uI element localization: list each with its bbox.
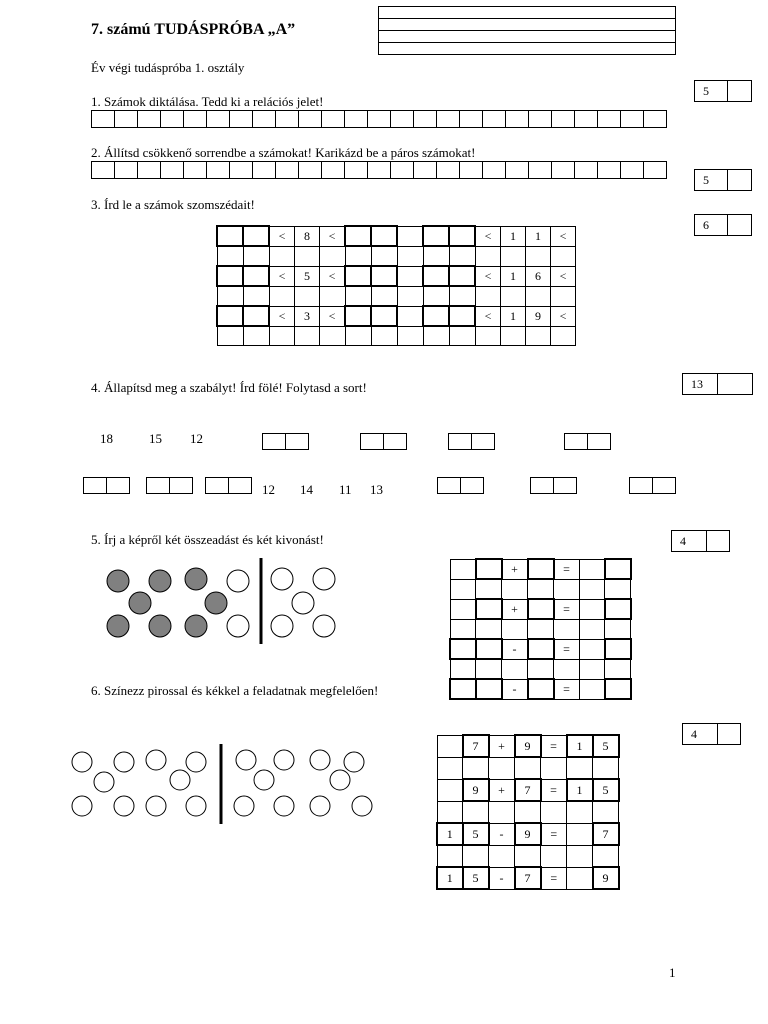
- page-title: 7. számú TUDÁSPRÓBA „A”: [91, 21, 296, 38]
- grid-cell: [437, 757, 463, 779]
- task-6-text: 6. Színezz pirossal és kékkel a feladatnak megfelelően!: [91, 683, 379, 698]
- grid-cell: [567, 757, 593, 779]
- seq2-num: 14: [300, 482, 313, 497]
- grid-symbol: <: [551, 226, 576, 246]
- grid-cell: [593, 801, 619, 823]
- seq1-num: 18: [100, 431, 113, 446]
- page-number: 1: [669, 965, 676, 980]
- empty-circle: [227, 570, 249, 592]
- task-2-text: 2. Állítsd csökkenő sorrendbe a számokat! Karikázd be a páros számokat!: [91, 145, 476, 160]
- equation-symbol: 1: [567, 735, 593, 757]
- grid-cell[interactable]: [528, 639, 554, 659]
- equation-symbol: 1: [567, 779, 593, 801]
- seq2-num: 12: [262, 482, 275, 497]
- filled-circle: [129, 592, 151, 614]
- grid-symbol: 1: [526, 226, 551, 246]
- grid-symbol: 1: [501, 306, 526, 326]
- filled-circle: [149, 570, 171, 592]
- grid-symbol: <: [551, 266, 576, 286]
- score-value: 6: [694, 214, 728, 236]
- grid-cell[interactable]: [476, 619, 502, 639]
- filled-circle: [107, 570, 129, 592]
- grid-cell[interactable]: [528, 659, 554, 679]
- empty-circle: [310, 796, 330, 816]
- empty-circle: [114, 752, 134, 772]
- grid-cell[interactable]: [476, 679, 502, 699]
- grid-cell[interactable]: [605, 559, 631, 579]
- task-3-text: 3. Írd le a számok szomszédait!: [91, 197, 255, 212]
- equation-symbol: =: [541, 867, 567, 889]
- grid-cell[interactable]: [450, 559, 476, 579]
- equation-grid-5[interactable]: [449, 558, 632, 700]
- equation-symbol: -: [489, 867, 515, 889]
- equation-symbol: +: [489, 779, 515, 801]
- grid-cell[interactable]: [502, 579, 528, 599]
- equals-sign: =: [554, 559, 580, 579]
- empty-circle: [330, 770, 350, 790]
- grid-cell[interactable]: [476, 579, 502, 599]
- task-4-text: 4. Állapítsd meg a szabályt! Írd fölé! Folytasd a sort!: [91, 380, 367, 395]
- grid-symbol: <: [269, 266, 295, 286]
- equation-symbol: 9: [515, 823, 541, 845]
- grid-symbol: 5: [295, 266, 320, 286]
- operator: -: [502, 679, 528, 699]
- empty-circle: [146, 796, 166, 816]
- score-value: 5: [694, 80, 728, 102]
- score-value: 4: [682, 723, 718, 745]
- grid-cell[interactable]: [579, 639, 605, 659]
- empty-circle: [236, 750, 256, 770]
- empty-circle: [170, 770, 190, 790]
- grid-symbol: <: [320, 266, 346, 286]
- equals-sign: =: [554, 639, 580, 659]
- grid-cell: [567, 823, 593, 845]
- equation-symbol: 7: [593, 823, 619, 845]
- equation-symbol: 1: [437, 867, 463, 889]
- grid-cell[interactable]: [605, 639, 631, 659]
- score-value: 13: [682, 373, 718, 395]
- empty-circle: [310, 750, 330, 770]
- grid-cell[interactable]: [579, 619, 605, 639]
- grid-cell: [489, 801, 515, 823]
- equation-symbol: 9: [593, 867, 619, 889]
- operator: -: [502, 639, 528, 659]
- grid-symbol: 8: [295, 226, 320, 246]
- empty-circle: [292, 592, 314, 614]
- seq2-num: 11: [339, 482, 352, 497]
- grid-cell[interactable]: [605, 679, 631, 699]
- grid-cell[interactable]: [528, 559, 554, 579]
- equation-symbol: =: [541, 779, 567, 801]
- grid-cell[interactable]: [579, 679, 605, 699]
- grid-cell: [567, 801, 593, 823]
- grid-cell: [437, 845, 463, 867]
- grid-cell[interactable]: [450, 659, 476, 679]
- score-value: 4: [671, 530, 707, 552]
- seq1-num: 12: [190, 431, 203, 446]
- task-1-text: 1. Számok diktálása. Tedd ki a relációs jelet!: [91, 94, 324, 109]
- score-value: 5: [694, 169, 728, 191]
- grid-cell[interactable]: [528, 579, 554, 599]
- grid-cell: [541, 801, 567, 823]
- grid-cell: [489, 757, 515, 779]
- grid-cell: [489, 845, 515, 867]
- grid-symbol: 6: [526, 266, 551, 286]
- grid-cell: [437, 801, 463, 823]
- grid-symbol: <: [320, 226, 346, 246]
- filled-circle: [107, 615, 129, 637]
- grid-symbol: <: [320, 306, 346, 326]
- grid-symbol: 1: [501, 226, 526, 246]
- grid-cell[interactable]: [450, 619, 476, 639]
- seq2-num: 13: [370, 482, 383, 497]
- grid-cell[interactable]: [554, 579, 580, 599]
- equation-symbol: 5: [463, 823, 489, 845]
- grid-cell[interactable]: [605, 659, 631, 679]
- equation-symbol: 5: [593, 779, 619, 801]
- grid-cell: [437, 735, 463, 757]
- grid-cell[interactable]: [450, 639, 476, 659]
- grid-symbol: <: [475, 266, 501, 286]
- grid-cell: [567, 845, 593, 867]
- grid-cell[interactable]: [579, 559, 605, 579]
- operator: +: [502, 559, 528, 579]
- filled-circle: [205, 592, 227, 614]
- grid-cell[interactable]: [579, 659, 605, 679]
- empty-circle: [274, 796, 294, 816]
- grid-cell: [541, 845, 567, 867]
- equals-sign: =: [554, 599, 580, 619]
- equation-symbol: 7: [515, 779, 541, 801]
- grid-cell[interactable]: [450, 599, 476, 619]
- score-box-6: [682, 723, 741, 745]
- empty-circle: [94, 772, 114, 792]
- grid-cell: [463, 801, 489, 823]
- empty-circle: [352, 796, 372, 816]
- grid-cell[interactable]: [579, 599, 605, 619]
- grid-cell: [593, 757, 619, 779]
- grid-cell[interactable]: [476, 659, 502, 679]
- grid-cell[interactable]: [476, 639, 502, 659]
- grid-cell[interactable]: [579, 579, 605, 599]
- grid-cell: [463, 757, 489, 779]
- empty-circle: [234, 796, 254, 816]
- equation-symbol: =: [541, 823, 567, 845]
- empty-circle: [186, 796, 206, 816]
- equation-symbol: 5: [463, 867, 489, 889]
- grid-cell[interactable]: [502, 659, 528, 679]
- empty-circle: [72, 752, 92, 772]
- grid-symbol: <: [269, 226, 295, 246]
- equation-symbol: 1: [437, 823, 463, 845]
- equation-symbol: =: [541, 735, 567, 757]
- grid-symbol: 1: [501, 266, 526, 286]
- equals-sign: =: [554, 679, 580, 699]
- grid-symbol: <: [475, 306, 501, 326]
- equation-symbol: 9: [463, 779, 489, 801]
- empty-circle: [344, 752, 364, 772]
- empty-circle: [227, 615, 249, 637]
- grid-cell[interactable]: [605, 579, 631, 599]
- grid-cell[interactable]: [450, 579, 476, 599]
- seq1-num: 15: [149, 431, 162, 446]
- grid-symbol: <: [475, 226, 501, 246]
- grid-symbol: 3: [295, 306, 320, 326]
- grid-cell[interactable]: [476, 559, 502, 579]
- grid-cell[interactable]: [450, 679, 476, 699]
- grid-cell[interactable]: [502, 619, 528, 639]
- filled-circle: [149, 615, 171, 637]
- empty-circle: [146, 750, 166, 770]
- grid-symbol: <: [269, 306, 295, 326]
- grid-cell: [437, 779, 463, 801]
- empty-circle: [274, 750, 294, 770]
- grid-cell: [541, 757, 567, 779]
- grid-cell[interactable]: [528, 599, 554, 619]
- grid-cell[interactable]: [605, 599, 631, 619]
- operator: +: [502, 599, 528, 619]
- empty-circle: [313, 615, 335, 637]
- empty-circle: [254, 770, 274, 790]
- grid-cell[interactable]: [554, 659, 580, 679]
- empty-circle: [114, 796, 134, 816]
- equation-symbol: 5: [593, 735, 619, 757]
- equation-symbol: +: [489, 735, 515, 757]
- grid-cell: [593, 845, 619, 867]
- grid-symbol: 9: [526, 306, 551, 326]
- empty-circle: [186, 752, 206, 772]
- filled-circle: [185, 568, 207, 590]
- equation-symbol: 7: [515, 867, 541, 889]
- grid-symbol: <: [551, 306, 576, 326]
- grid-cell[interactable]: [605, 619, 631, 639]
- equation-symbol: 9: [515, 735, 541, 757]
- grid-cell: [515, 845, 541, 867]
- grid-cell[interactable]: [528, 679, 554, 699]
- filled-circle: [185, 615, 207, 637]
- grid-cell[interactable]: [476, 599, 502, 619]
- equation-grid-6[interactable]: [436, 734, 620, 890]
- grid-cell: [567, 867, 593, 889]
- grid-cell: [515, 757, 541, 779]
- empty-circle: [72, 796, 92, 816]
- grid-cell: [463, 845, 489, 867]
- empty-circle: [271, 568, 293, 590]
- grid-cell: [515, 801, 541, 823]
- grid-cell[interactable]: [528, 619, 554, 639]
- page-subtitle: Év végi tudáspróba 1. osztály: [91, 60, 245, 75]
- grid-cell[interactable]: [554, 619, 580, 639]
- equation-symbol: 7: [463, 735, 489, 757]
- task-5-text: 5. Írj a képről két összeadást és két kivonást!: [91, 532, 324, 547]
- empty-circle: [313, 568, 335, 590]
- equation-symbol: -: [489, 823, 515, 845]
- empty-circle: [271, 615, 293, 637]
- score-empty[interactable]: [717, 723, 741, 745]
